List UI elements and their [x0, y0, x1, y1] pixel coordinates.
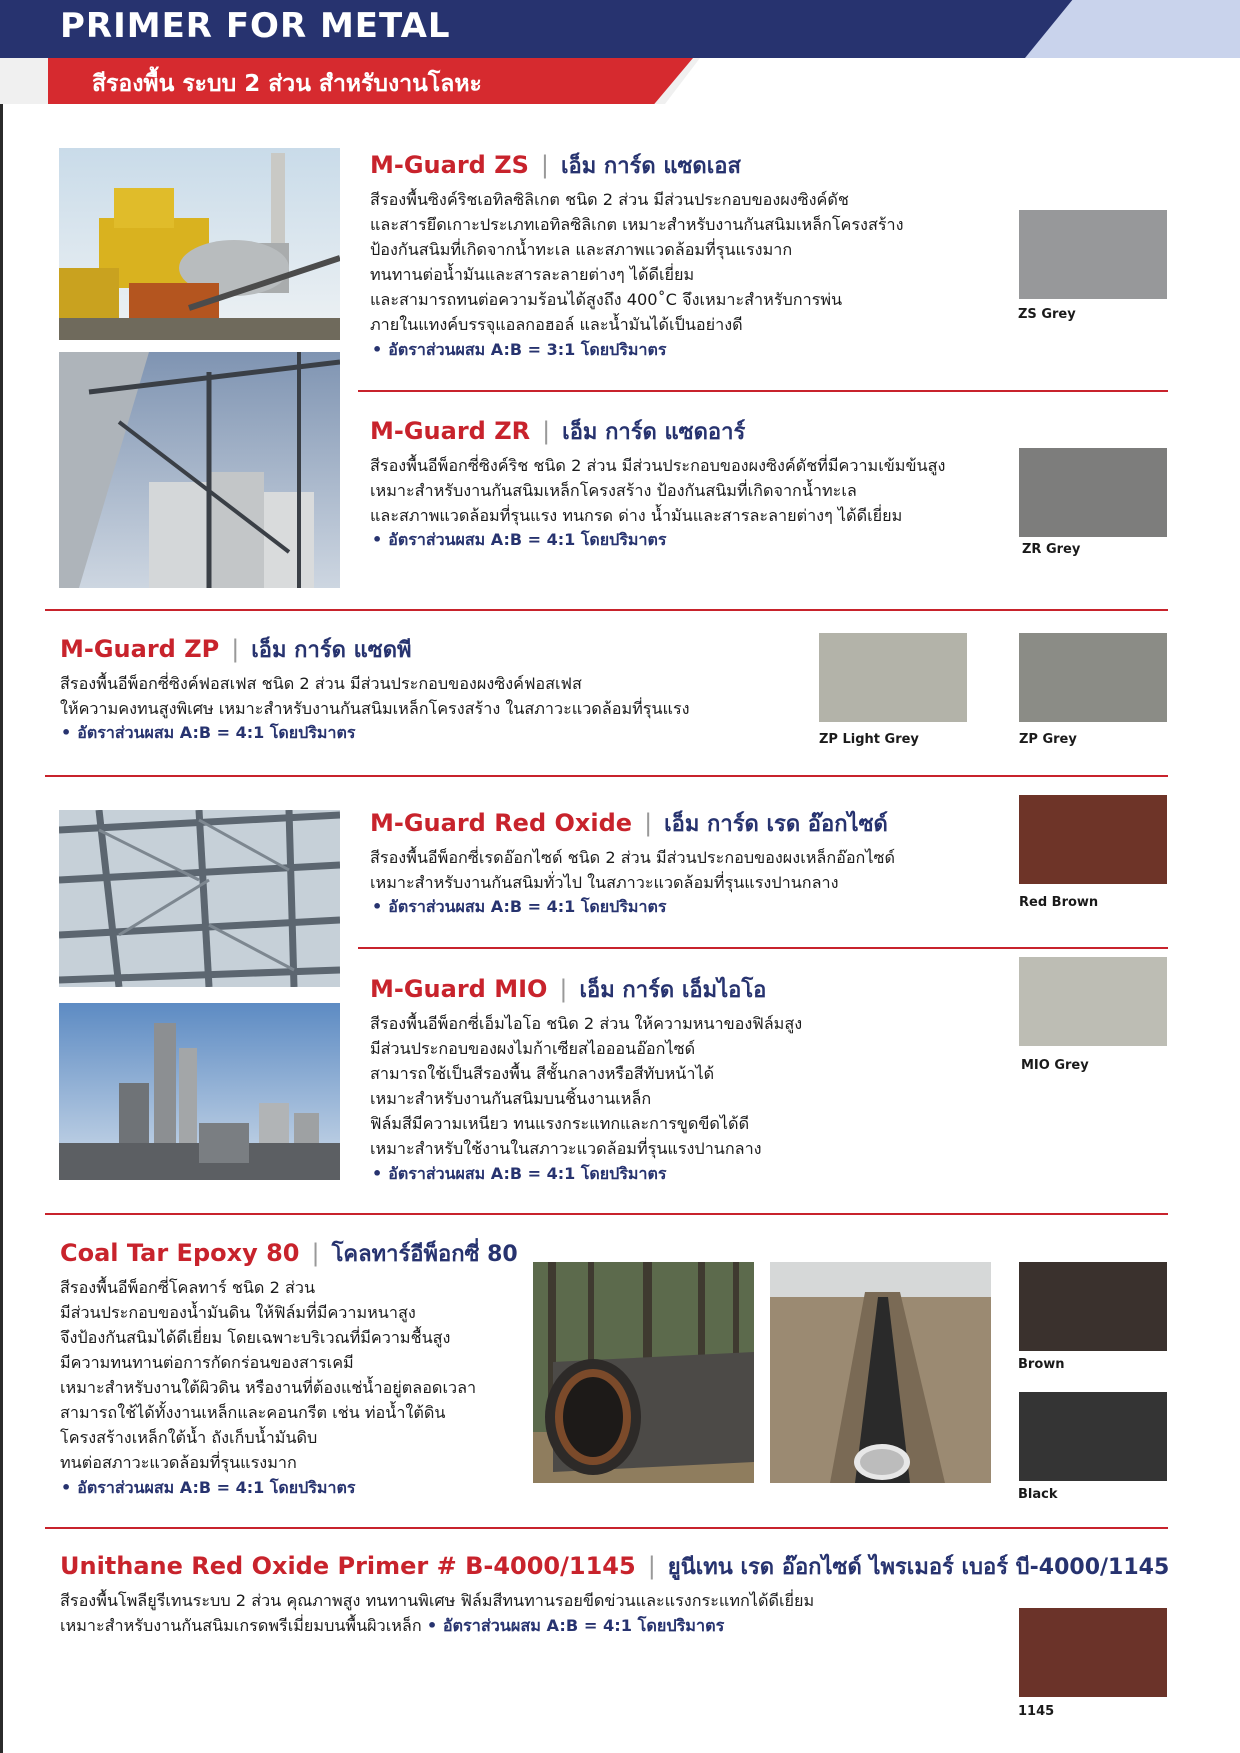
product-name-th: เอ็ม การ์ด แซดเอส	[560, 154, 741, 179]
page-left-edge	[0, 0, 3, 1753]
product-description	[60, 1275, 476, 1475]
product-name-th: เอ็ม การ์ด เอ็มไอโอ	[579, 978, 767, 1003]
mix-ratio	[427, 1616, 724, 1635]
product-title-mguard-red-oxide	[370, 806, 888, 841]
description-line: โครงสร้างเหล็กใต้น้ำ ถังเก็บน้ำมันดิบ	[60, 1428, 318, 1447]
product-title-mguard-zp	[60, 632, 412, 667]
page-subtitle: สีรองพื้น ระบบ 2 ส่วน สำหรับงานโลหะ	[92, 71, 482, 97]
description-line: สีรองพื้นอีพ็อกซี่เรดอ๊อกไซด์ ชนิด 2 ส่วน มีส่วนประกอบของผงเหล็กอ๊อกไซด์	[370, 848, 896, 867]
coated-pipe-forest-photo	[533, 1262, 754, 1483]
mix-ratio-text: อัตราส่วนผสม A:B = 4:1 โดยปริมาตร	[388, 897, 667, 916]
section-divider	[45, 1527, 1168, 1529]
swatch-label: Brown	[1018, 1357, 1065, 1372]
swatch-label: ZP Grey	[1019, 732, 1077, 747]
description-line: สีรองพื้นโพลียูรีเทนระบบ 2 ส่วน คุณภาพสูง ทนทานพิเศษ ฟิล์มสีทนทานรอยขีดข่วนและแรงกระแทกได้ดีเยี่ยม	[60, 1591, 815, 1610]
product-name-en: M-Guard Red Oxide	[370, 809, 633, 837]
swatch-label: 1145	[1018, 1704, 1055, 1719]
description-line: ป้องกันสนิมที่เกิดจากน้ำทะเล และสภาพแวดล้อมที่รุนแรงมาก	[370, 240, 793, 259]
description-line: เหมาะสำหรับงานกันสนิมเกรดพรีเมี่ยมบนพื้นผิวเหล็ก	[60, 1616, 422, 1635]
description-line: สีรองพื้นอีพ็อกซี่ซิงค์ริช ชนิด 2 ส่วน มีส่วนประกอบของผงซิงค์ดัชที่มีความเข้มข้นสูง	[370, 456, 946, 475]
bullet-icon: •	[372, 340, 383, 359]
bullet-icon: •	[372, 530, 383, 549]
product-description	[370, 453, 945, 528]
mix-ratio	[61, 1476, 355, 1501]
description-line: สีรองพื้นซิงค์ริชเอทิลซิลิเกต ชนิด 2 ส่วน มีส่วนประกอบของผงซิงค์ดัช	[370, 190, 849, 209]
color-swatch-black	[1019, 1392, 1167, 1481]
mix-ratio-text: อัตราส่วนผสม A:B = 4:1 โดยปริมาตร	[442, 1616, 725, 1635]
mix-ratio	[372, 1162, 666, 1187]
description-line: สามารถใช้ได้ทั้งงานเหล็กและคอนกรีต เช่น ท่อน้ำใต้ดิน	[60, 1403, 446, 1422]
description-line: เหมาะสำหรับใช้งานในสภาวะแวดล้อมที่รุนแรงปานกลาง	[370, 1139, 762, 1158]
title-separator: |	[540, 151, 549, 179]
mix-ratio-text: อัตราส่วนผสม A:B = 3:1 โดยปริมาตร	[388, 340, 667, 359]
description-line: ฟิล์มสีมีความเหนียว ทนแรงกระแทกและการขูดขีดได้ดี	[370, 1114, 750, 1133]
product-title-mguard-zr	[370, 414, 745, 449]
description-line: เหมาะสำหรับงานกันสนิมบนชิ้นงานเหล็ก	[370, 1089, 652, 1108]
description-line: ทนต่อสภาวะแวดล้อมที่รุนแรงมาก	[60, 1453, 297, 1472]
color-swatch-zp-light-grey	[819, 633, 967, 722]
product-title-mguard-zs	[370, 148, 741, 183]
description-line: มีความทนทานต่อการกัดกร่อนของสารเคมี	[60, 1353, 354, 1372]
description-line: สีรองพื้นอีพ็อกซี่เอ็มไอโอ ชนิด 2 ส่วน ให้ความหนาของฟิล์มสูง	[370, 1014, 803, 1033]
product-description	[60, 1588, 814, 1638]
product-name-en: M-Guard ZP	[60, 635, 220, 663]
swatch-label: Red Brown	[1019, 895, 1099, 910]
product-description	[370, 845, 895, 895]
color-swatch-zp-grey	[1019, 633, 1167, 722]
color-swatch-mio-grey	[1019, 957, 1167, 1046]
product-name-th: เอ็ม การ์ด แซดอาร์	[562, 420, 746, 445]
description-line: สีรองพื้นอีพ็อกซี่โคลทาร์ ชนิด 2 ส่วน	[60, 1278, 316, 1297]
description-line: เหมาะสำหรับงานใต้ผิวดิน หรืองานที่ต้องแช่น้ำอยู่ตลอดเวลา	[60, 1378, 477, 1397]
title-separator: |	[644, 809, 653, 837]
bullet-icon: •	[61, 723, 72, 742]
product-name-en: M-Guard ZR	[370, 417, 531, 445]
product-description	[370, 187, 904, 337]
pipeline-trench-photo	[770, 1262, 991, 1483]
mix-ratio	[372, 528, 666, 553]
page-title: PRIMER FOR METAL	[60, 6, 451, 46]
mix-ratio-text: อัตราส่วนผสม A:B = 4:1 โดยปริมาตร	[388, 1164, 667, 1183]
description-line: สีรองพื้นอีพ็อกซี่ซิงค์ฟอสเฟส ชนิด 2 ส่วน มีส่วนประกอบของผงซิงค์ฟอสเฟส	[60, 674, 582, 693]
mix-ratio	[372, 895, 666, 920]
product-description	[370, 1011, 802, 1161]
description-line: ภายในแทงค์บรรจุแอลกอฮอล์ และน้ำมันได้เป็นอย่างดี	[370, 315, 743, 334]
description-line: เหมาะสำหรับงานกันสนิมทั่วไป ในสภาวะแวดล้อมที่รุนแรงปานกลาง	[370, 873, 839, 892]
bullet-icon: •	[372, 897, 383, 916]
product-name-th: โคลทาร์อีพ็อกซี่ 80	[331, 1242, 518, 1267]
mix-ratio-text: อัตราส่วนผสม A:B = 4:1 โดยปริมาตร	[77, 723, 356, 742]
refinery-photo	[59, 1003, 340, 1180]
description-line-with-ratio	[60, 1613, 814, 1638]
mix-ratio	[61, 721, 355, 746]
description-line: และสามารถทนต่อความร้อนได้สูงถึง 400˚C จึงเหมาะสำหรับการพ่น	[370, 290, 843, 309]
swatch-label: Black	[1018, 1487, 1058, 1502]
description-line: ให้ความคงทนสูงพิเศษ เหมาะสำหรับงานกันสนิมเหล็กโครงสร้าง ในสภาวะแวดล้อมที่รุนแรง	[60, 699, 690, 718]
color-swatch-brown	[1019, 1262, 1167, 1351]
swatch-label: ZR Grey	[1022, 542, 1081, 557]
product-name-en: M-Guard ZS	[370, 151, 529, 179]
section-divider	[358, 390, 1168, 392]
description-line: และสารยึดเกาะประเภทเอทิลซิลิเกต เหมาะสำหรับงานกันสนิมเหล็กโครงสร้าง	[370, 215, 904, 234]
swatch-label: ZP Light Grey	[819, 732, 919, 747]
color-swatch-zr-grey	[1019, 448, 1167, 537]
product-name-th: เอ็ม การ์ด เรด อ๊อกไซด์	[664, 812, 888, 837]
product-title-mguard-mio	[370, 972, 766, 1007]
bullet-icon: •	[61, 1478, 72, 1497]
description-line: จึงป้องกันสนิมได้ดีเยี่ยม โดยเฉพาะบริเวณที่มีความชื้นสูง	[60, 1328, 451, 1347]
description-line: สามารถใช้เป็นสีรองพื้น สีชั้นกลางหรือสีทับหน้าได้	[370, 1064, 715, 1083]
title-separator: |	[559, 975, 568, 1003]
product-description	[60, 671, 690, 721]
section-divider	[45, 1213, 1168, 1215]
mix-ratio-text: อัตราส่วนผสม A:B = 4:1 โดยปริมาตร	[388, 530, 667, 549]
bullet-icon: •	[372, 1164, 383, 1183]
description-line: เหมาะสำหรับงานกันสนิมเหล็กโครงสร้าง ป้องกันสนิมที่เกิดจากน้ำทะเล	[370, 481, 857, 500]
title-separator: |	[647, 1552, 656, 1580]
mix-ratio	[372, 338, 666, 363]
product-name-th: ยูนีเทน เรด อ๊อกไซด์ ไพรเมอร์ เบอร์ บี-4000/1145	[667, 1555, 1170, 1580]
color-swatch-zs-grey	[1019, 210, 1167, 299]
color-swatch-red-brown	[1019, 795, 1167, 884]
description-line: และสภาพแวดล้อมที่รุนแรง ทนกรด ด่าง น้ำมันและสารละลายต่างๆ ได้ดีเยี่ยม	[370, 506, 903, 525]
product-title-coal-tar-epoxy-80	[60, 1236, 518, 1271]
section-divider	[45, 775, 1168, 777]
bullet-icon: •	[426, 1616, 438, 1635]
product-name-en: M-Guard MIO	[370, 975, 548, 1003]
section-divider	[45, 609, 1168, 611]
steel-frame-photo	[59, 810, 340, 987]
product-name-th: เอ็ม การ์ด แซดพี	[251, 638, 412, 663]
product-name-en: Coal Tar Epoxy 80	[60, 1239, 300, 1267]
product-title-unithane-red-oxide	[60, 1549, 1169, 1584]
asphalt-plant-photo	[59, 148, 340, 340]
section-divider	[358, 947, 1168, 949]
title-separator: |	[542, 417, 551, 445]
description-line: ทนทานต่อน้ำมันและสารละลายต่างๆ ได้ดีเยี่ยม	[370, 265, 695, 284]
title-separator: |	[231, 635, 240, 663]
color-swatch-1145	[1019, 1608, 1167, 1697]
swatch-label: MIO Grey	[1021, 1058, 1089, 1073]
product-name-en: Unithane Red Oxide Primer # B-4000/1145	[60, 1552, 636, 1580]
description-line: มีส่วนประกอบของน้ำมันดิน ให้ฟิล์มที่มีความหนาสูง	[60, 1303, 416, 1322]
steel-tanks-photo	[59, 352, 340, 588]
description-line: มีส่วนประกอบของผงไมก้าเซียสไอออนอ๊อกไซด์	[370, 1039, 696, 1058]
title-separator: |	[311, 1239, 320, 1267]
swatch-label: ZS Grey	[1018, 307, 1076, 322]
mix-ratio-text: อัตราส่วนผสม A:B = 4:1 โดยปริมาตร	[77, 1478, 356, 1497]
